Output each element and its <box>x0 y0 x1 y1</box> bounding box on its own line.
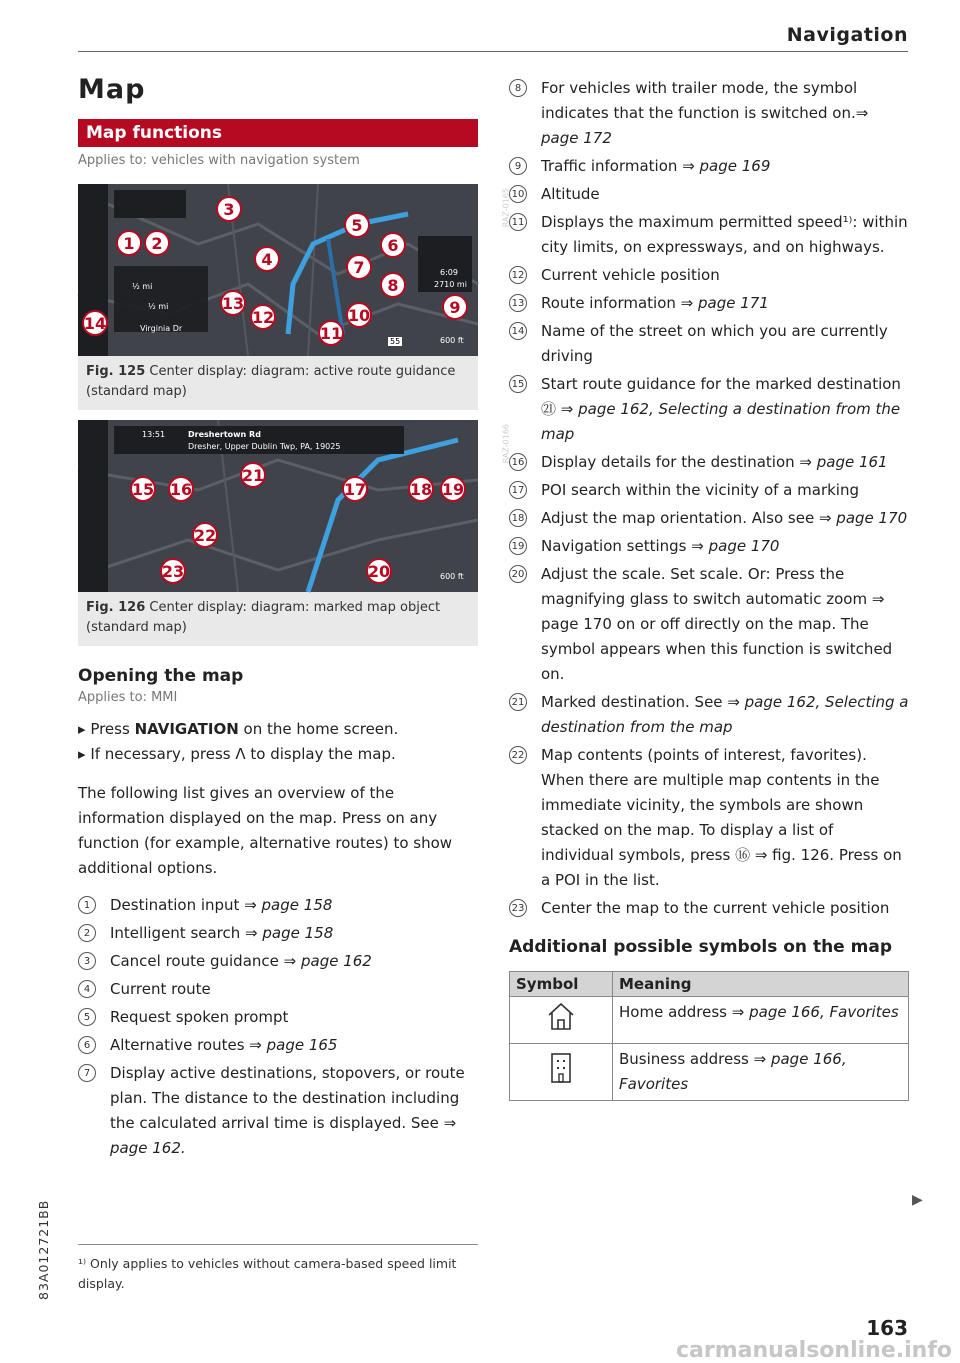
legend-item <box>509 372 909 447</box>
legend-text: Altitude <box>541 185 600 203</box>
legend-item <box>509 562 909 687</box>
destination-address: Dresher, Upper Dublin Twp, PA, 19025 <box>188 442 341 451</box>
legend-item <box>78 1005 478 1030</box>
legend-ref: ⇒ page 170 <box>691 537 780 555</box>
map-scale: 600 ft <box>440 336 464 345</box>
callout-badge: 15 <box>130 476 156 502</box>
legend-ref: ⇒ page 158 <box>244 896 333 914</box>
legend-item <box>509 182 909 207</box>
legend-item <box>78 1061 478 1161</box>
callout-badge: 5 <box>344 212 370 238</box>
legend-ref: ⇒ page 170 <box>818 509 908 527</box>
legend-ref: ⇒ page 165 <box>249 1036 338 1054</box>
footnote: ¹⁾ Only applies to vehicles without camera-based speed limit display. <box>78 1256 457 1291</box>
legend-ref: ⇒ page 169 <box>682 157 771 175</box>
callout-badge: 20 <box>366 558 392 584</box>
meaning-text: Business address <box>619 1050 754 1068</box>
callout-badge: 18 <box>408 476 434 502</box>
callout-badge: 1 <box>116 230 142 256</box>
legend-ref: ⇒ page 162, Selecting a destination from the map <box>541 693 909 736</box>
running-header: Navigation <box>786 24 908 46</box>
callout-badge: 22 <box>192 522 218 548</box>
legend-text: POI search within the vicinity of a marking <box>541 481 859 499</box>
symbol-cell <box>510 1044 613 1101</box>
legend-text: Display active destinations, stopovers, or route plan. The distance to the destination including the calculated arrival time is displayed. See <box>110 1064 465 1132</box>
symbols-table <box>509 971 909 1101</box>
callout-badge: 10 <box>346 302 372 328</box>
caption-text: Center display: diagram: marked map object (standard map) <box>86 600 441 635</box>
legend-text: Current route <box>110 980 211 998</box>
legend-number: 3 <box>78 952 96 970</box>
legend-text: Adjust the map orientation. Also see <box>541 509 819 527</box>
figure-caption <box>78 592 478 646</box>
legend-number: 15 <box>509 375 527 393</box>
home-icon <box>546 1000 576 1032</box>
legend-number: 18 <box>509 509 527 527</box>
arrival-time: 6:09 <box>440 268 458 277</box>
legend-item <box>78 1033 478 1058</box>
legend-number: 19 <box>509 537 527 555</box>
legend-text: Navigation settings <box>541 537 692 555</box>
legend-item <box>509 478 909 503</box>
legend-item <box>509 154 909 179</box>
footnote-rule <box>78 1244 478 1245</box>
figure-code: RAZ-0165 <box>501 188 511 228</box>
callout-badge: 16 <box>168 476 194 502</box>
legend-item <box>509 291 909 316</box>
applies-mmi: Applies to: MMI <box>78 690 178 705</box>
bullet-display-map: ▸ If necessary, press Ʌ to display the map. <box>78 745 396 763</box>
route-panel <box>114 266 208 332</box>
legend-text: For vehicles with trailer mode, the symbol indicates that the function is switched on. <box>541 79 858 122</box>
table-row <box>510 1044 909 1101</box>
callout-badge: 6 <box>380 232 406 258</box>
legend-item <box>509 76 909 151</box>
legend-ref: ⇒ page 161 <box>799 453 888 471</box>
callout-badge: 8 <box>380 272 406 298</box>
caption-number: Fig. 125 <box>86 364 146 379</box>
legend-text: Cancel route guidance <box>110 952 284 970</box>
legend-item <box>509 450 909 475</box>
legend-text: Traffic information <box>541 157 683 175</box>
legend-number: 8 <box>509 79 527 97</box>
legend-text: Start route guidance for the marked destination ㉑ <box>541 375 901 418</box>
legend-number: 1 <box>78 896 96 914</box>
legend-item <box>78 921 478 946</box>
legend-number: 20 <box>509 565 527 583</box>
table-header-row <box>510 972 909 997</box>
figure-code: RAZ-0166 <box>501 424 511 464</box>
legend-number: 9 <box>509 157 527 175</box>
legend-number: 6 <box>78 1036 96 1054</box>
legend-text: Route information <box>541 294 681 312</box>
legend-number: 16 <box>509 453 527 471</box>
callout-badge: 23 <box>160 558 186 584</box>
legend-text: Display details for the destination <box>541 453 800 471</box>
meaning-text: Home address <box>619 1003 732 1021</box>
legend-text: Center the map to the current vehicle position <box>541 899 890 917</box>
caption-number: Fig. 126 <box>86 600 146 615</box>
page-title: Map <box>78 74 146 105</box>
legend-number: 23 <box>509 899 527 917</box>
column-header-meaning: Meaning <box>613 972 909 997</box>
legend-number: 5 <box>78 1008 96 1026</box>
street-name: Virginia Dr <box>140 324 183 333</box>
legend-number: 14 <box>509 322 527 340</box>
left-column <box>78 74 511 1164</box>
current-time: 13:51 <box>142 430 166 439</box>
speed-limit: 55 <box>390 337 401 346</box>
legend-ref: ⇒ page 162. <box>110 1114 457 1157</box>
legend-ref: ⇒ page 158 <box>245 924 334 942</box>
legend-ref: ⇒ page 171 <box>680 294 769 312</box>
legend-ref: ⇒ page 162, Selecting a destination from the map <box>541 400 901 443</box>
meaning-ref: ⇒ page 166, Favorites <box>619 1050 847 1093</box>
caption-text: Center display: diagram: active route guidance (standard map) <box>86 364 456 399</box>
map-scale: 600 ft <box>440 572 464 581</box>
legend-text: Current vehicle position <box>541 266 720 284</box>
legend-number: 7 <box>78 1064 96 1082</box>
right-column <box>509 76 909 1101</box>
callout-badge: 7 <box>346 254 372 280</box>
legend-text: Alternative routes <box>110 1036 250 1054</box>
legend-list-right <box>509 76 909 921</box>
document-code: 83A012721BB <box>36 1199 51 1300</box>
legend-text: Destination input <box>110 896 245 914</box>
figure-caption <box>78 356 478 410</box>
legend-item <box>509 534 909 559</box>
callout-badge: 3 <box>216 196 242 222</box>
bullet-bold: NAVIGATION <box>134 720 239 738</box>
applies-nav: Applies to: vehicles with navigation system <box>78 153 360 168</box>
legend-text: Map contents (points of interest, favorites). When there are multiple map contents in the immediate vicinity, the symbols are shown stacked on the map. To display a list of individual symbols, press ⑯ ⇒ fig. 126. Press on a POI in the list. <box>541 746 902 889</box>
legend-text: Marked destination. See <box>541 693 728 711</box>
callout-badge: 9 <box>442 294 468 320</box>
destination-name: Dreshertown Rd <box>188 430 261 439</box>
legend-number: 17 <box>509 481 527 499</box>
legend-number: 4 <box>78 980 96 998</box>
legend-number: 12 <box>509 266 527 284</box>
meaning-cell <box>613 997 909 1044</box>
legend-item <box>509 743 909 893</box>
map-screen-126 <box>78 420 511 592</box>
figure-126 <box>78 420 511 646</box>
map-screen-125 <box>78 184 511 356</box>
bullet-text: on the home screen. <box>238 720 399 738</box>
bullet-navigation: ▸ Press NAVIGATION on the home screen. <box>78 720 399 738</box>
legend-text: Intelligent search <box>110 924 246 942</box>
legend-item <box>509 263 909 288</box>
header-rule <box>78 51 908 52</box>
legend-number: 11 <box>509 213 527 231</box>
meaning-ref: ⇒ page 166, Favorites <box>731 1003 899 1021</box>
legend-item <box>78 949 478 974</box>
callout-badge: 12 <box>250 304 276 330</box>
table-row <box>510 997 909 1044</box>
legend-item <box>78 977 478 1002</box>
bullet-text: If necessary, press Ʌ to display the map. <box>90 745 396 763</box>
left-sidebar <box>78 420 108 592</box>
section-bar: Map functions <box>78 119 478 147</box>
meaning-cell <box>613 1044 909 1101</box>
legend-ref: ⇒ page 172 <box>541 104 869 147</box>
legend-number: 22 <box>509 746 527 764</box>
overview-paragraph: The following list gives an overview of the information displayed on the map. Press on any function (for example, alternative routes) to show additional options. <box>78 784 453 877</box>
continue-arrow-icon: ▶ <box>912 1192 923 1208</box>
callout-badge: 17 <box>342 476 368 502</box>
legend-text: Adjust the scale. Set scale. Or: Press the magnifying glass to switch automatic zoom ⇒ page 170 on or off directly on the map. The symbol appears when this function is switched on. <box>541 565 893 683</box>
remaining-distance: 2710 mi <box>434 280 467 289</box>
legend-number: 10 <box>509 185 527 203</box>
figure-125 <box>78 184 511 410</box>
legend-item <box>509 690 909 740</box>
callout-badge: 21 <box>240 462 266 488</box>
opening-heading: Opening the map <box>78 666 244 686</box>
callout-badge: 14 <box>82 310 108 336</box>
additional-symbols-heading: Additional possible symbols on the map <box>509 937 892 957</box>
legend-number: 2 <box>78 924 96 942</box>
callout-badge: 11 <box>318 320 344 346</box>
callout-badge: 19 <box>440 476 466 502</box>
legend-text: Name of the street on which you are currently driving <box>541 322 888 365</box>
legend-ref: ⇒ page 162 <box>283 952 372 970</box>
callout-badge: 13 <box>220 290 246 316</box>
maneuver-distance-2: ½ mi <box>148 302 169 311</box>
legend-item <box>509 506 909 531</box>
watermark: carmanualsonline.info <box>676 1338 952 1363</box>
legend-item <box>509 319 909 369</box>
maneuver-distance-1: ½ mi <box>132 282 153 291</box>
business-icon <box>548 1051 574 1085</box>
legend-item <box>509 210 909 260</box>
legend-number: 13 <box>509 294 527 312</box>
callout-badge: 2 <box>144 230 170 256</box>
legend-number: 21 <box>509 693 527 711</box>
callout-badge: 4 <box>254 246 280 272</box>
legend-item <box>78 893 478 918</box>
legend-text: Displays the maximum permitted speed¹⁾: within city limits, on expressways, and on highways. <box>541 213 908 256</box>
legend-item <box>509 896 909 921</box>
page-number: 163 <box>866 1316 908 1340</box>
symbol-cell <box>510 997 613 1044</box>
legend-list-left <box>78 893 478 1161</box>
legend-text: Request spoken prompt <box>110 1008 289 1026</box>
top-buttons <box>114 190 186 218</box>
bullet-text: Press <box>90 720 135 738</box>
column-header-symbol: Symbol <box>510 972 613 997</box>
